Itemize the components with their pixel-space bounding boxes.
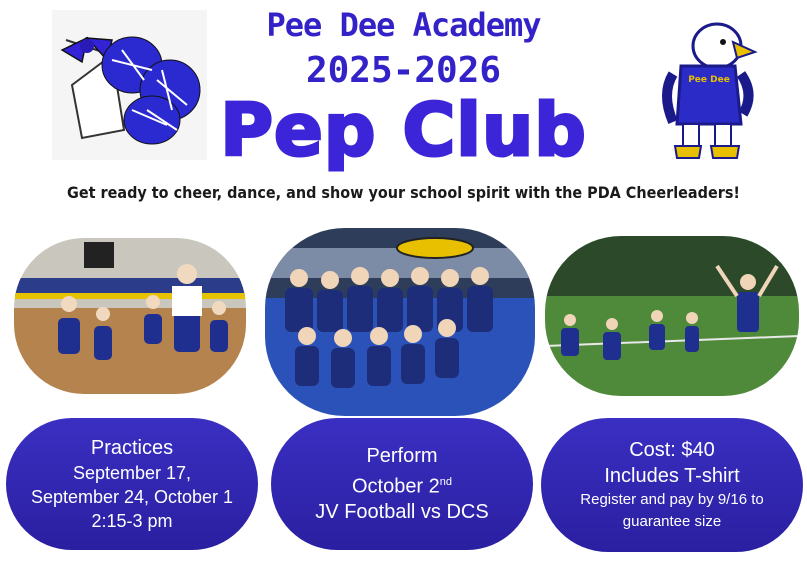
perform-heading: Perform (366, 444, 438, 467)
cheerleaders-gym-photo-icon (14, 238, 246, 394)
eagle-mascot-icon (655, 14, 759, 164)
tagline: Get ready to cheer, dance, and show your school spirit with the PDA Cheerleaders! (67, 183, 740, 202)
cost-price: Cost: $40 (629, 439, 715, 461)
cost-info (541, 418, 803, 552)
school-year: 2025-2026 (305, 50, 502, 91)
club-title: Pep Club (220, 88, 587, 172)
cheerleaders-gym-photo (14, 238, 246, 394)
perform-date: October 2nd (351, 475, 453, 498)
school-name: Pee Dee Academy (266, 6, 541, 44)
practices-date-1: September 17, (72, 463, 192, 483)
cheerleaders-field-photo-icon (545, 236, 799, 396)
cost-includes: Includes T-shirt (604, 465, 740, 487)
mascot-shirt-text: Pee Dee (688, 75, 730, 85)
perform-event: JV Football vs DCS (315, 501, 489, 524)
cost-note-1: Register and pay by 9/16 to (580, 491, 764, 508)
practices-date-2: September 24, October 1 (30, 487, 234, 507)
eagle-mascot-logo (655, 14, 759, 164)
cheerleaders-field-photo (545, 236, 799, 396)
practices-time: 2:15-3 pm (91, 511, 173, 531)
cheer-team-group-photo-icon (265, 228, 535, 416)
practices-info (6, 418, 258, 550)
perform-date-suffix: nd (439, 475, 453, 488)
cost-note-2: guarantee size (622, 513, 722, 530)
cheer-team-group-photo (265, 228, 535, 416)
perform-info (271, 418, 533, 550)
practices-heading: Practices (90, 437, 174, 459)
